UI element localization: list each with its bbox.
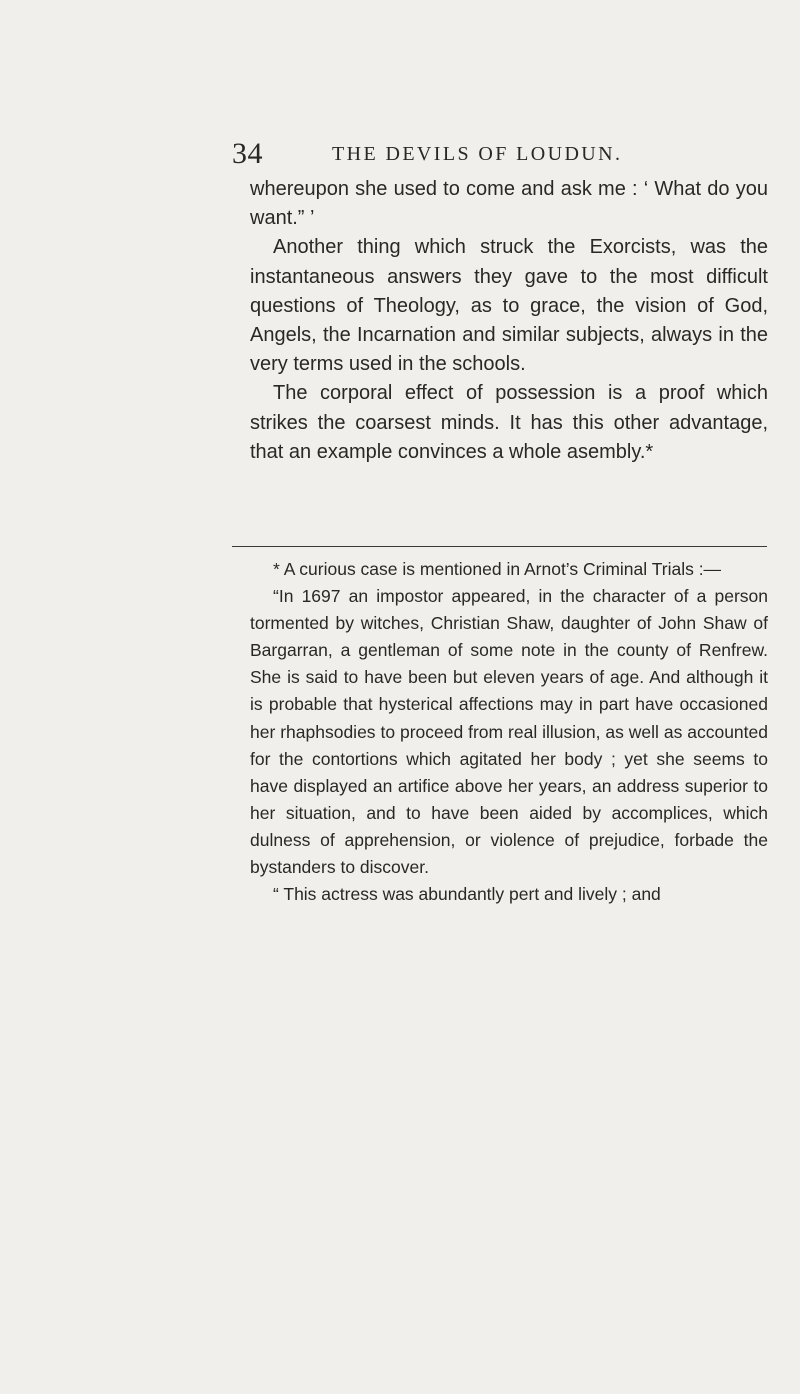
footnote-paragraph: “In 1697 an impostor appeared, in the character of a person tormented by witches, Christian Shaw, daughter of John Shaw of Bargarran, a gentleman of some note in the county of Renfrew. She is said to have been but eleven years of age. And although it is probable that hysterical affections may in part have occasioned her rhaphsodies to proceed from real illusion, as well as accounted for the contortions which agitated her body ; yet she seems to have displayed an artifice above her years, an address superior to her situation, and to have been aided by accomplices, which dulness of apprehension, or violence of prejudice, forbade the bystanders to discover.: [250, 586, 768, 878]
main-text: [250, 175, 768, 467]
footnote: [250, 556, 768, 908]
page-header: [232, 134, 750, 174]
page-number: 34: [232, 137, 263, 170]
footnote-paragraph: * A curious case is mentioned in Arnot’s Criminal Trials :—: [273, 559, 722, 579]
footnote-paragraph: “ This actress was abundantly pert and lively ; and: [273, 884, 661, 905]
footnote-divider: [232, 546, 767, 547]
running-title: THE DEVILS OF LOUDUN.: [332, 143, 623, 165]
body-paragraph: Another thing which struck the Exorcists, was the instantaneous answers they gave to the most difficult questions of Theology, as to grace, the vision of God, Angels, the Incarnation and similar subjects, always in the very terms used in the schools.: [250, 236, 768, 376]
body-paragraph: The corporal effect of possession is a proof which strikes the coarsest minds. It has this other advantage, that an example convinces a whole asembly.*: [250, 382, 768, 463]
body-paragraph: whereupon she used to come and ask me : ‘ What do you want.” ’: [250, 178, 768, 230]
